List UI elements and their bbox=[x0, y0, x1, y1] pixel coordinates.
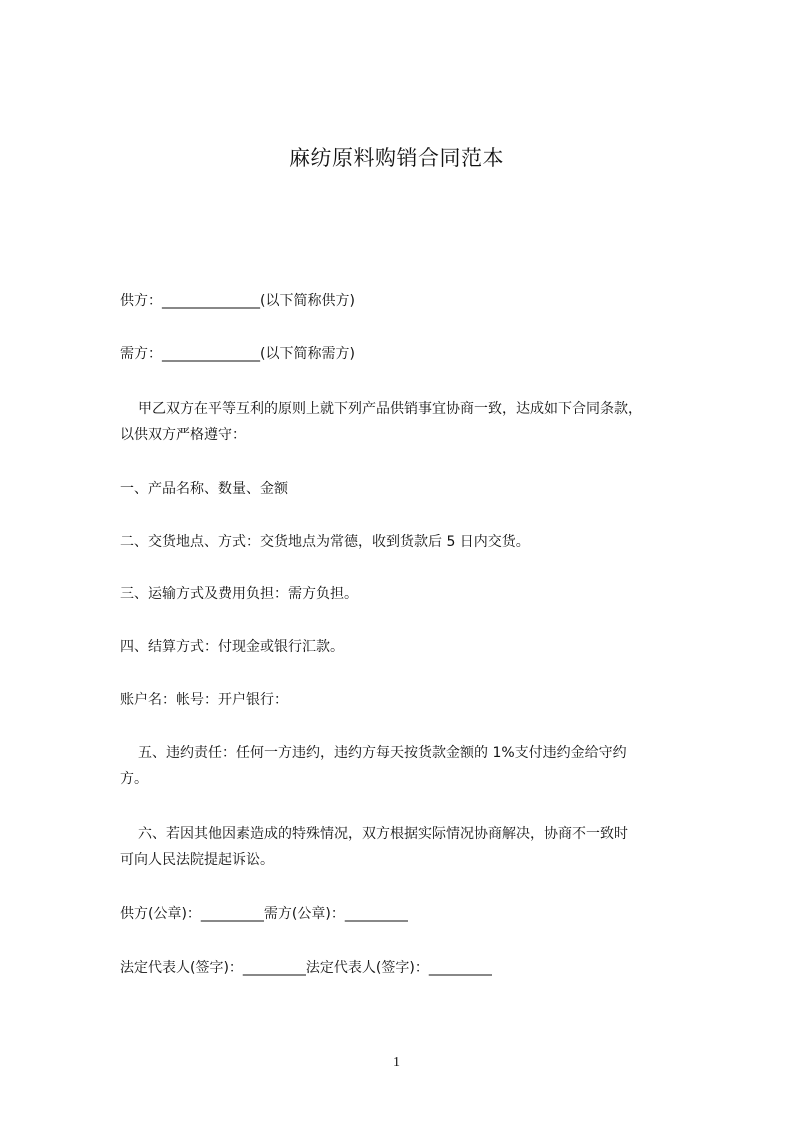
clause-5-line-2: 方。 bbox=[120, 771, 148, 787]
seal-line: 供方(公章)：_________需方(公章)：_________ bbox=[120, 906, 408, 922]
clause-4: 四、结算方式：付现金或银行汇款。 bbox=[120, 639, 344, 655]
clause-1: 一、产品名称、数量、金额 bbox=[120, 481, 288, 497]
clause-5-paragraph bbox=[120, 740, 728, 792]
buyer-line: 需方：______________(以下简称需方) bbox=[120, 346, 355, 362]
document-title: 麻纺原料购销合同范本 bbox=[289, 146, 504, 170]
clause-6-line-2: 可向人民法院提起诉讼。 bbox=[120, 852, 274, 868]
clause-6-paragraph bbox=[120, 821, 728, 873]
account-line: 账户名：帐号：开户银行： bbox=[120, 692, 288, 708]
preamble-paragraph bbox=[120, 396, 728, 448]
preamble-line-1: 甲乙双方在平等互利的原则上就下列产品供销事宜协商一致，达成如下合同条款， bbox=[138, 401, 642, 417]
page-number: 1 bbox=[393, 1055, 400, 1070]
representative-line: 法定代表人(签字)：_________法定代表人(签字)：_________ bbox=[120, 960, 492, 976]
supplier-line: 供方：______________(以下简称供方) bbox=[120, 293, 355, 309]
clause-3: 三、运输方式及费用负担：需方负担。 bbox=[120, 586, 358, 602]
clause-6-line-1: 六、若因其他因素造成的特殊情况，双方根据实际情况协商解决，协商不一致时 bbox=[138, 826, 628, 842]
clause-5-line-1: 五、违约责任：任何一方违约，违约方每天按货款金额的 1%支付违约金给守约 bbox=[138, 745, 627, 761]
clause-2: 二、交货地点、方式：交货地点为常德，收到货款后 5 日内交货。 bbox=[120, 534, 530, 550]
preamble-line-2: 以供双方严格遵守： bbox=[120, 427, 246, 443]
